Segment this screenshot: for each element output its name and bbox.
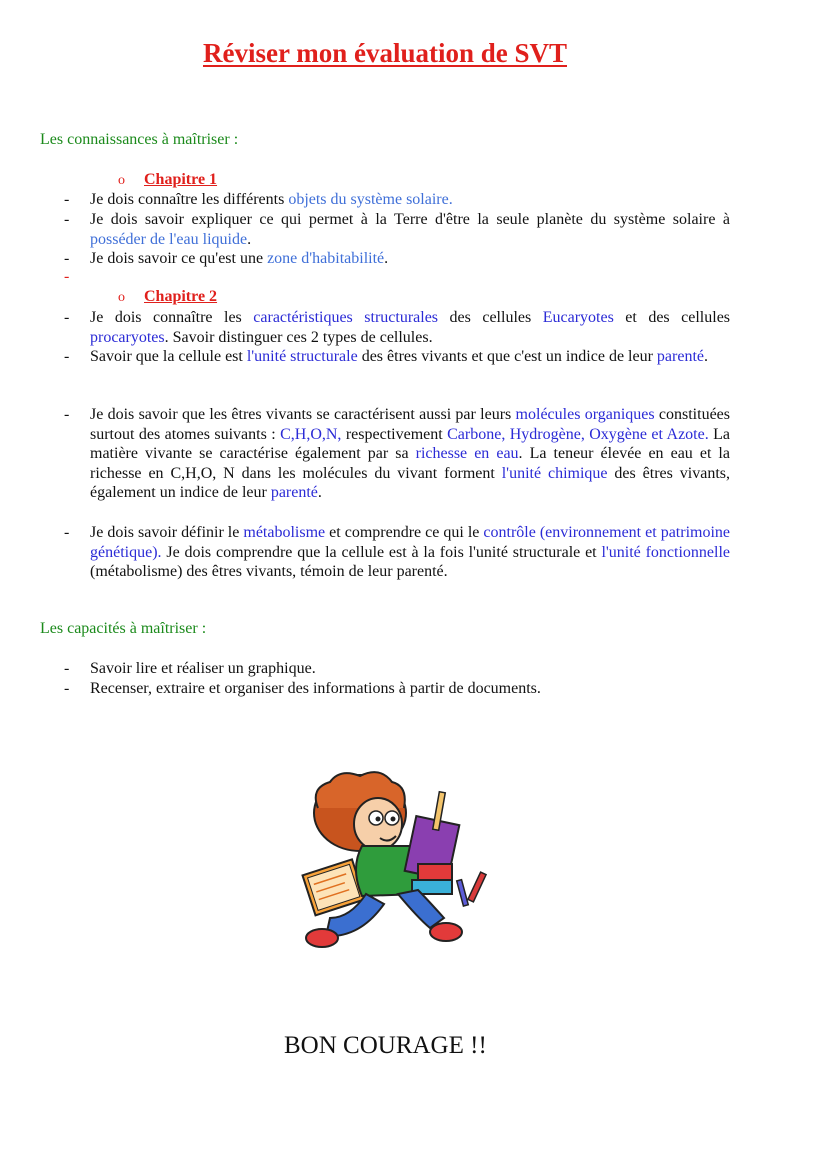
stray-dash: -: [64, 268, 70, 285]
keyword: richesse en eau: [415, 445, 519, 463]
closing-message: BON COURAGE !!: [284, 1032, 487, 1059]
list-item: - Je dois savoir que les êtres vivants se caractérisent aussi par leurs molécules organiques constituées surtout des atomes suivants : C,H,O,N, respectivement Carbone, Hydrogène, Oxygène et Azote. La matière vivante se caractérise également par sa richesse en eau. La teneur élevée en eau et la richesse en C,H,O, N dans les molécules du vivant forment l'unité chimique des êtres vivants, également un indice de leur parenté.: [64, 406, 731, 502]
item-text: .: [247, 230, 252, 248]
dash-bullet: -: [64, 348, 70, 365]
dash-bullet: -: [64, 211, 70, 228]
keyword: l'unité structurale: [246, 348, 358, 365]
student-running-illustration: [300, 768, 510, 958]
item-text: Je dois savoir ce qu'est une: [90, 250, 268, 267]
list-item: [64, 659, 730, 679]
chapter-1-label: Chapitre 1: [144, 171, 218, 188]
item-text: .: [384, 250, 389, 267]
item-text: Je dois savoir expliquer ce qui permet à la Terre d'être la seule planète du système solaire à: [90, 211, 730, 228]
list-item: - Je dois savoir définir le métabolisme et comprendre ce qui le contrôle (environnement et patrimoine génétique). Je dois comprendre que la cellule est à la fois l'unité structurale et l'unité fonctionnelle (métabolisme) des êtres vivants, témoin de leur parenté.: [64, 524, 731, 581]
list-item: - Savoir que la cellule est l'unité structurale des êtres vivants et que c'est un indice de leur parenté.: [64, 348, 708, 365]
keyword: zone d'habitabilité: [267, 250, 385, 267]
list-item: - Je dois connaître les caractéristiques structurales des cellules Eucaryotes et des cellules procaryotes. Savoir distinguer ces 2 types de cellules.: [64, 309, 731, 346]
keyword: parenté: [656, 348, 704, 365]
circle-bullet-icon: o: [118, 173, 125, 188]
keyword: procaryotes: [90, 328, 165, 346]
dash-bullet: -: [64, 191, 70, 208]
dash-bullet: -: [64, 524, 70, 541]
keyword: caractéristiques structurales: [253, 309, 439, 326]
keyword: Carbone, Hydrogène, Oxygène et Azote.: [447, 425, 709, 443]
item-text: Recenser, extraire et organiser des informations à partir de documents.: [90, 680, 541, 697]
keyword: l'unité fonctionnelle: [601, 543, 731, 561]
list-item: [64, 210, 730, 249]
keyword: contrôle (environnement et patrimoine génétique).: [90, 524, 731, 561]
dash-bullet: -: [64, 680, 70, 697]
capacites-heading: Les capacités à maîtriser :: [40, 620, 207, 637]
dash-bullet: -: [64, 250, 70, 267]
keyword: métabolisme: [243, 524, 326, 541]
chapter-2-label: Chapitre 2: [144, 288, 218, 305]
keyword: objets du système solaire.: [288, 191, 453, 208]
keyword: parenté: [270, 484, 318, 502]
keyword: C,H,O,N,: [280, 425, 342, 443]
dash-bullet: -: [64, 660, 70, 677]
list-item: [64, 679, 730, 699]
list-item: [64, 249, 730, 269]
dash-bullet: -: [64, 406, 70, 423]
chapter-1-heading: [118, 171, 217, 189]
chapter-2-heading: [118, 288, 217, 306]
keyword: molécules organiques: [515, 406, 655, 423]
keyword: posséder de l'eau liquide: [90, 230, 248, 248]
connaissances-heading: Les connaissances à maîtriser :: [40, 131, 239, 148]
page-title: Réviser mon évaluation de SVT: [202, 38, 567, 68]
keyword: l'unité chimique: [501, 464, 608, 482]
circle-bullet-icon: o: [118, 290, 125, 305]
item-text: Je dois connaître les différents: [90, 191, 289, 208]
item-text: Savoir lire et réaliser un graphique.: [90, 660, 316, 677]
dash-bullet: -: [64, 309, 70, 326]
list-item: [64, 190, 730, 210]
keyword: Eucaryotes: [542, 309, 614, 326]
